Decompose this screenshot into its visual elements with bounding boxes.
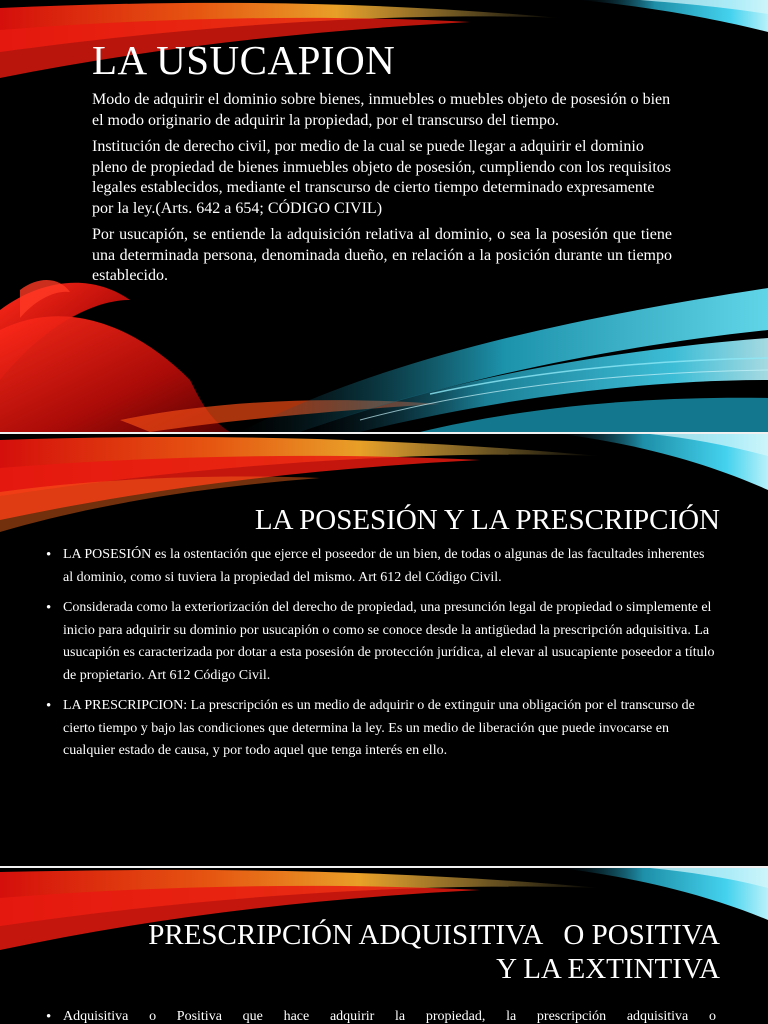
bullet-icon: • bbox=[46, 1009, 52, 1024]
bullet-icon: • bbox=[46, 547, 52, 563]
list-item bbox=[46, 597, 716, 687]
list-item bbox=[46, 695, 716, 763]
paragraph-definition: Modo de adquirir el dominio sobre bienes, inmuebles o muebles objeto de posesión o bien el modo originario de adquirir la propiedad, por el transcurso del tiempo. bbox=[92, 91, 671, 129]
list-item bbox=[46, 1006, 716, 1024]
list-item-text: Adquisitiva o Positiva que hace adquirir la propiedad, la prescripción adquisitiva o bbox=[63, 1009, 716, 1024]
slide-title: LA POSESIÓN Y LA PRESCRIPCIÓN bbox=[254, 504, 720, 536]
bullet-icon: • bbox=[46, 698, 52, 714]
bullet-icon: • bbox=[46, 600, 52, 616]
paragraph-institution: Institución de derecho civil, por medio de la cual se puede llegar a adquirir el dominio pleno de propiedad de bienes inmuebles objeto de posesión, cumpliendo con los requisitos legales establecidos, mediante el transcurso de cierto tiempo determinado expresamente por la ley.(Arts. 642 a 654; CÓDIGO CIVIL) bbox=[92, 138, 671, 217]
slide-posesion-prescripcion bbox=[0, 434, 768, 866]
slide-title: LA USUCAPION bbox=[92, 37, 396, 83]
list-item-text: LA POSESIÓN es la ostentación que ejerce el poseedor de un bien, de todas o algunas de las facultades inherentes al dominio, como si tuviera la propiedad del mismo. Art 612 del Código Civil. bbox=[63, 547, 705, 585]
slide-body bbox=[92, 90, 672, 293]
list-item-text: Considerada como la exteriorización del derecho de propiedad, una presunción legal de propiedad o simplemente el inicio para adquirir su dominio por usucapión o como se conoce desde la antigüedad la prescripción adquisitiva. La usucapión es caracterizada por dotar a esta posesión de protección jurídica, al elevar al usucapiente poseedor a título de propietario. Art 612 Código Civil. bbox=[63, 600, 715, 683]
paragraph-meaning: Por usucapión, se entiende la adquisición relativa al dominio, o sea la posesión que tiene una determinada persona, denominada dueño, en relación a la posición durante un tiempo establecido. bbox=[92, 226, 672, 284]
bullet-list bbox=[46, 544, 716, 771]
slide-title-line: Y LA EXTINTIVA bbox=[496, 953, 720, 985]
list-item bbox=[46, 544, 716, 589]
slide-usucapion bbox=[0, 0, 768, 432]
slide-title-line: PRESCRIPCIÓN ADQUISITIVA O POSITIVA bbox=[148, 919, 720, 951]
list-item-text: LA PRESCRIPCION: La prescripción es un medio de adquirir o de extinguir una obligación por el transcurso de cierto tiempo y bajo las condiciones que determina la ley. Es un medio de liberación que puede invocarse en cualquier estado de causa, y por todo aquel que tenga interés en ello. bbox=[63, 698, 695, 758]
slide-title bbox=[148, 918, 720, 986]
slide-prescripcion-adquisitiva bbox=[0, 868, 768, 1024]
bullet-list bbox=[46, 1006, 716, 1024]
